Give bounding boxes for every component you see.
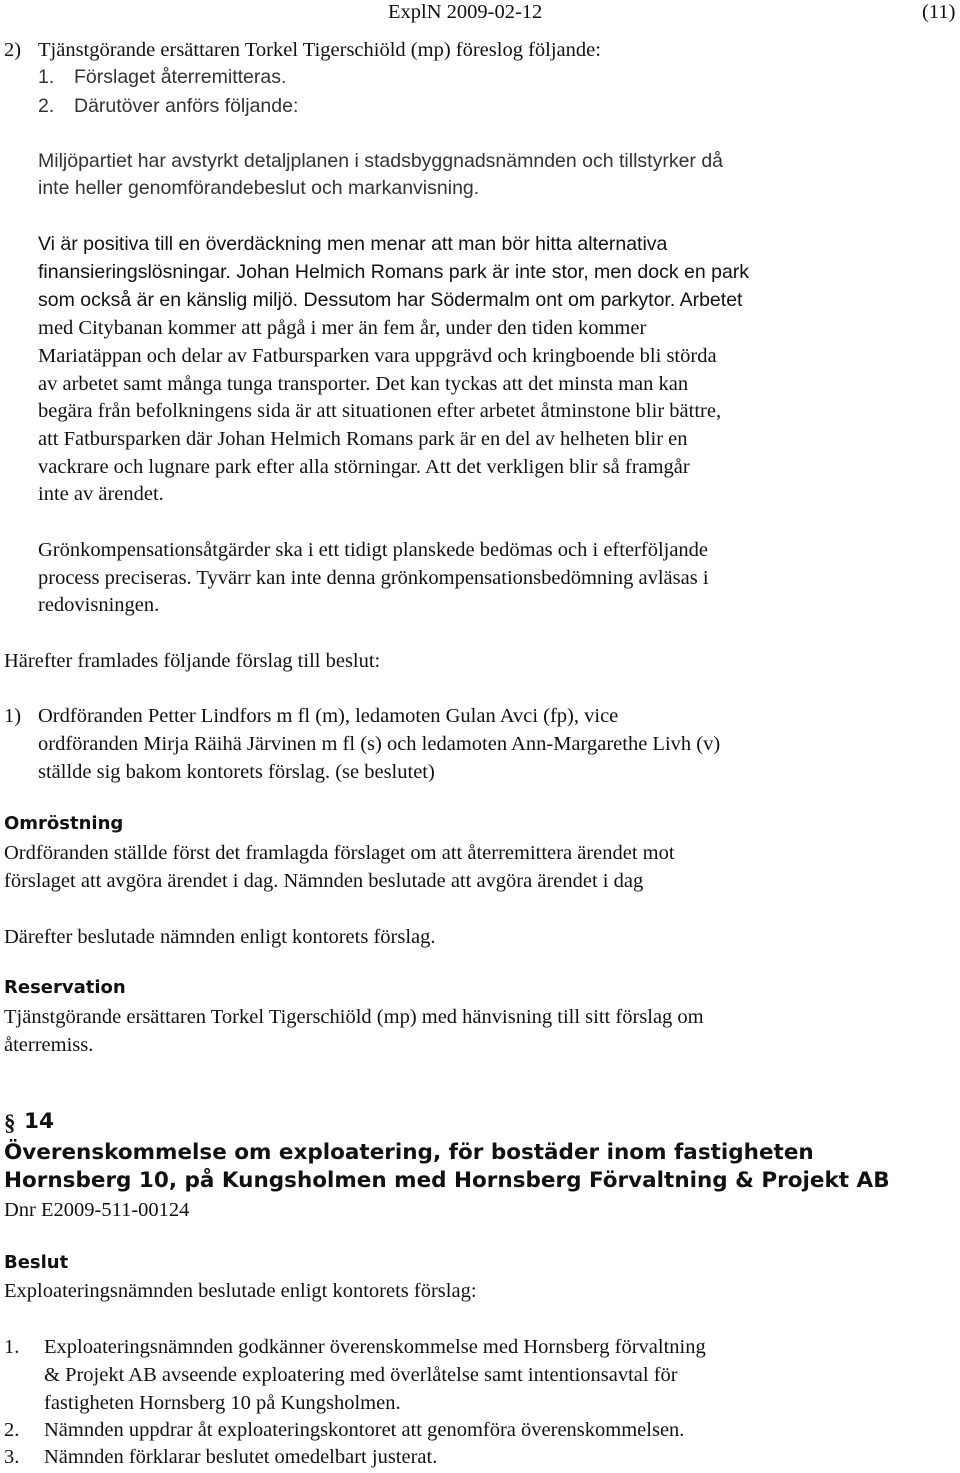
item-1-line-3: ställde sig bakom kontorets förslag. (se beslutet) bbox=[38, 761, 435, 783]
decision-1-line-1: Exploateringsnämnden godkänner överenskommelse med Hornsberg förvaltning bbox=[44, 1336, 706, 1358]
vote-heading: Omröstning bbox=[4, 813, 124, 834]
decision-2-line-1: Nämnden uppdrar åt exploateringskontoret att genomföra överenskommelsen. bbox=[44, 1419, 685, 1441]
paragraph-2-line-10: inte av ärendet. bbox=[38, 483, 164, 505]
section-title-line-2: Hornsberg 10, på Kungsholmen med Hornsberg Förvaltning & Projekt AB bbox=[4, 1168, 890, 1193]
decision-1-line-3: fastigheten Hornsberg 10 på Kungsholmen. bbox=[44, 1392, 401, 1414]
paragraph-3-line-1: Grönkompensationsåtgärder ska i ett tidigt planskede bedömas och i efterföljande bbox=[38, 539, 709, 561]
item-1-line-1: Ordföranden Petter Lindfors m fl (m), ledamoten Gulan Avci (fp), vice bbox=[38, 705, 619, 727]
reservation-heading: Reservation bbox=[4, 977, 126, 998]
decision-3-number: 3. bbox=[4, 1446, 20, 1468]
point-2-text: Därutöver anförs följande: bbox=[74, 95, 299, 117]
decision-3-line-1: Nämnden förklarar beslutet omedelbart justerat. bbox=[44, 1446, 438, 1468]
point-1-number: 1. bbox=[38, 66, 55, 88]
paragraph-2-line-1: Vi är positiva till en överdäckning men menar att man bör hitta alternativa bbox=[38, 233, 668, 255]
reservation-line-2: återremiss. bbox=[4, 1034, 94, 1056]
paragraph-2-line-6: av arbetet samt många tunga transporter. Det kan tyckas att det minsta man kan bbox=[38, 373, 689, 395]
paragraph-2-line-4: med Citybanan kommer att pågå i mer än fem år, under den tiden kommer bbox=[38, 317, 647, 339]
item-2-intro: Tjänstgörande ersättaren Torkel Tigerschiöld (mp) föreslog följande: bbox=[38, 39, 601, 61]
paragraph-3-line-2: process preciseras. Tyvärr kan inte denna grönkompensationsbedömning avläsas i bbox=[38, 567, 709, 589]
section-title-line-1: Överenskommelse om exploatering, för bostäder inom fastigheten bbox=[4, 1140, 814, 1165]
paragraph-2-line-7: begära från befolkningens sida är att situationen efter arbetet åtminstone blir bättre, bbox=[38, 400, 722, 422]
document-reference: ExplN 2009-02-12 bbox=[388, 1, 543, 23]
paragraph-2-line-2: finansieringslösningar. Johan Helmich Romans park är inte stor, men dock en park bbox=[38, 261, 750, 283]
paragraph-2-line-5: Mariatäppan och delar av Fatbursparken vara uppgrävd och kringboende bli störda bbox=[38, 345, 717, 367]
point-2-number: 2. bbox=[38, 95, 55, 117]
paragraph-3-line-3: redovisningen. bbox=[38, 594, 160, 616]
vote-after: Därefter beslutade nämnden enligt kontorets förslag. bbox=[4, 926, 436, 948]
section-symbol: § bbox=[4, 1110, 16, 1135]
item-1-line-2: ordföranden Mirja Räihä Järvinen m fl (s) och ledamoten Ann-Margarethe Livh (v) bbox=[38, 733, 721, 755]
section-number: 14 bbox=[24, 1109, 54, 1134]
decision-1-number: 1. bbox=[4, 1336, 20, 1358]
decision-1-line-2: & Projekt AB avseende exploatering med överlåtelse samt intentionsavtal för bbox=[44, 1364, 678, 1386]
point-1-text: Förslaget återremitteras. bbox=[74, 66, 287, 88]
decision-2-number: 2. bbox=[4, 1419, 20, 1441]
paragraph-2-line-3: som också är en känslig miljö. Dessutom har Södermalm ont om parkytor. Arbetet bbox=[38, 289, 743, 311]
vote-line-2: förslaget att avgöra ärendet i dag. Nämnden beslutade att avgöra ärendet i dag bbox=[4, 870, 644, 892]
paragraph-1-line-2: inte heller genomförandebeslut och markanvisning. bbox=[38, 177, 480, 199]
decision-intro: Exploateringsnämnden beslutade enligt kontorets förslag: bbox=[4, 1280, 477, 1302]
proposal-intro: Härefter framlades följande förslag till beslut: bbox=[4, 650, 381, 672]
paragraph-2-line-9: vackrare och lugnare park efter alla störningar. Att det verkligen blir så framgår bbox=[38, 456, 690, 478]
decision-heading: Beslut bbox=[4, 1252, 69, 1273]
page-number: (11) bbox=[922, 1, 956, 23]
paragraph-2-line-8: att Fatbursparken där Johan Helmich Romans park är en del av helheten blir en bbox=[38, 428, 688, 450]
item-1-number: 1) bbox=[4, 705, 22, 727]
paragraph-1-line-1: Miljöpartiet har avstyrkt detaljplanen i stadsbyggnadsnämnden och tillstyrker då bbox=[38, 150, 724, 172]
section-dnr: Dnr E2009-511-00124 bbox=[4, 1199, 190, 1221]
item-2-number: 2) bbox=[4, 39, 22, 61]
reservation-line-1: Tjänstgörande ersättaren Torkel Tigerschiöld (mp) med hänvisning till sitt förslag om bbox=[4, 1006, 704, 1028]
vote-line-1: Ordföranden ställde först det framlagda förslaget om att återremittera ärendet mot bbox=[4, 842, 675, 864]
